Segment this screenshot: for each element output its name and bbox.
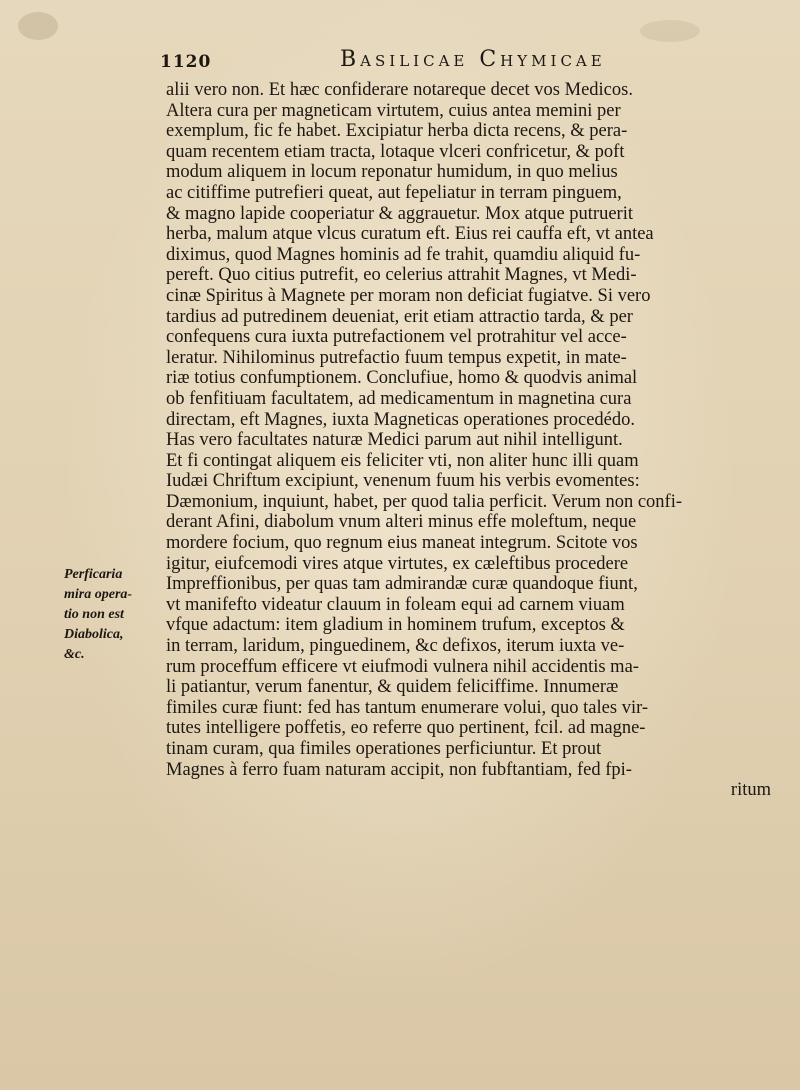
margin-note-line: &c.	[64, 647, 85, 662]
margin-note-line: tio non est	[64, 607, 124, 622]
text-line: ob fenfitiuam facultatem, ad medicamentum in magnetina cura	[166, 388, 632, 409]
catchword: ritum	[730, 780, 771, 801]
text-line: Impreffionibus, per quas tam admirandæ curæ quandoque fiunt,	[166, 574, 638, 595]
margin-note-line: Perficaria	[64, 567, 123, 582]
text-line: herba, malum atque vlcus curatum eft. Eius rei cauffa eft, vt antea	[166, 224, 654, 245]
text-line: Altera cura per magneticam virtutem, cuius antea memini per	[166, 100, 621, 121]
running-title: Basilicae Chymicae	[340, 47, 606, 72]
text-line: ac citiffime putrefieri queat, aut fepeliatur in terram pinguem,	[166, 182, 622, 203]
text-line: pereft. Quo citius putrefit, eo celerius attrahit Magnes, vt Medi-	[166, 265, 637, 286]
text-line: Magnes à ferro fuam naturam accipit, non fubftantiam, fed fpi-	[166, 759, 632, 780]
text-line: vfque adactum: item gladium in hominem trufum, exceptos &	[166, 615, 625, 636]
text-line: Iudæi Chriftum excipiunt, venenum fuum his verbis evomentes:	[166, 471, 640, 492]
text-line: exemplum, fic fe habet. Excipiatur herba dicta recens, & pera-	[166, 121, 628, 142]
text-line: tutes intelligere poffetis, eo referre quo pertinent, fcil. ad magne-	[166, 718, 646, 739]
margin-note-line: Diabolica,	[64, 627, 124, 642]
text-line: li patiantur, verum fanentur, & quidem feliciffime. Innumeræ	[166, 677, 619, 698]
margin-note-line: mira opera-	[64, 587, 133, 602]
paper-stain	[640, 20, 700, 42]
text-line: vt manifefto videatur clauum in foleam equi ad carnem viuam	[166, 594, 625, 615]
text-line: tinam curam, qua fimiles operationes perficiuntur. Et prout	[166, 739, 602, 759]
text-line: derant Afini, diabolum vnum alteri minus effe moleftum, neque	[166, 512, 637, 533]
text-line: riæ totius confumptionem. Conclufiue, homo & quodvis animal	[166, 368, 638, 389]
text-line: alii vero non. Et hæc confiderare notareque decet vos Medicos.	[166, 80, 633, 100]
text-line: quam recentem etiam tracta, lotaque vlceri confricetur, & poft	[166, 141, 625, 162]
text-line: directam, eft Magnes, iuxta Magneticas operationes procedédo.	[166, 409, 636, 430]
margin-note	[64, 565, 164, 665]
body-text	[166, 80, 771, 801]
text-line: Has vero facultates naturæ Medici parum aut nihil intelligunt.	[166, 430, 623, 451]
text-line: confequens cura iuxta putrefactionem vel protrahitur vel acce-	[166, 327, 627, 348]
paper-stain	[18, 12, 58, 40]
text-line: rum proceffum efficere vt eiufmodi vulnera nihil accidentis ma-	[166, 656, 639, 677]
text-line: igitur, eiufcemodi vires atque virtutes, ex cæleftibus procedere	[166, 553, 629, 574]
text-line: modum aliquem in locum reponatur humidum, in quo melius	[166, 162, 618, 183]
text-line: tardius ad putredinem deueniat, erit etiam attractio tarda, & per	[166, 306, 633, 327]
text-line: diximus, quod Magnes hominis ad fe trahit, quamdiu aliquid fu-	[166, 244, 641, 265]
text-line: in terram, laridum, pinguedinem, &c defixos, iterum iuxta ve-	[166, 636, 625, 657]
page-number: 1120	[160, 52, 212, 72]
text-line: fimiles curæ fiunt: fed has tantum enumerare volui, quo tales vir-	[166, 697, 649, 718]
text-line: cinæ Spiritus à Magnete per moram non deficiat fugiatve. Si vero	[166, 285, 651, 306]
text-line: mordere focium, quo regnum eius maneat integrum. Scitote vos	[166, 533, 638, 554]
text-line: Dæmonium, inquiunt, habet, per quod talia perficit. Verum non confi-	[166, 491, 683, 512]
page-header	[150, 44, 720, 78]
text-line: Et fi contingat aliquem eis feliciter vti, non aliter hunc illi quam	[166, 450, 639, 471]
text-line: leratur. Nihilominus putrefactio fuum tempus expetit, in mate-	[166, 347, 627, 368]
text-line: & magno lapide cooperiatur & aggrauetur. Mox atque putruerit	[166, 203, 633, 224]
